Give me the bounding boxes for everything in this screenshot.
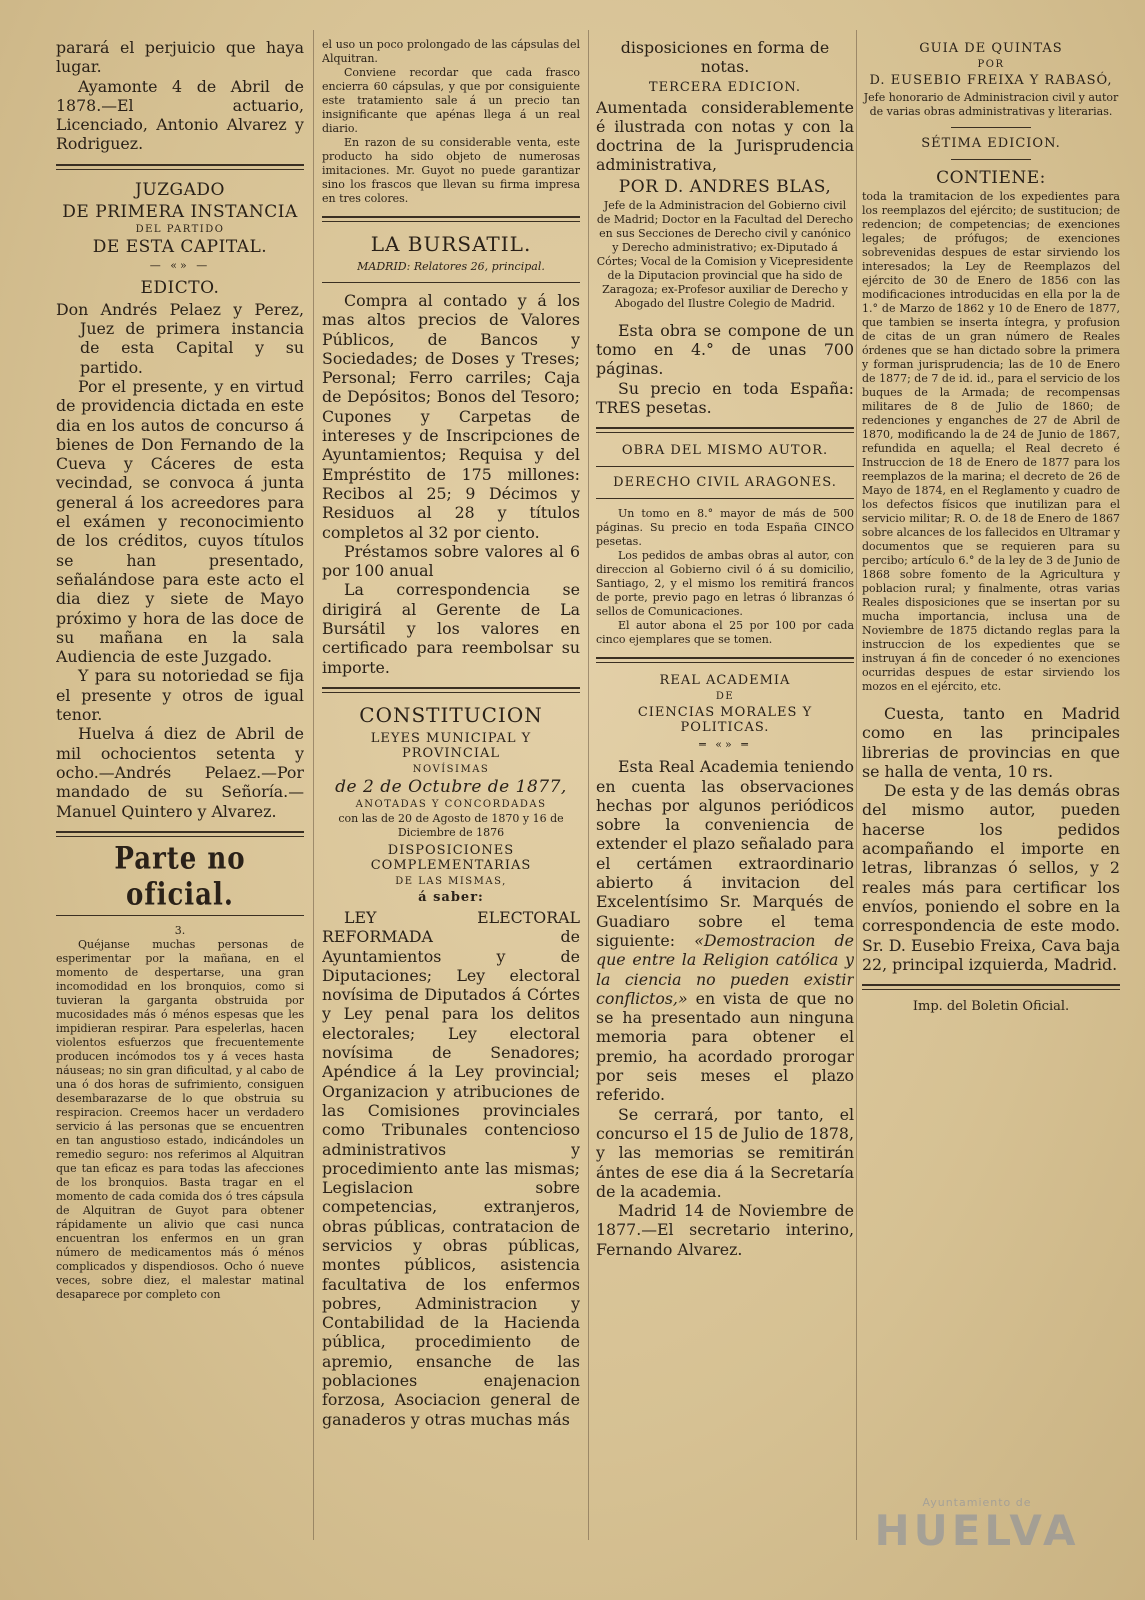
- col3-paragraph: Su precio en toda España: TRES pesetas.: [596, 378, 854, 417]
- column-1: [56, 38, 304, 1580]
- court-line3: DEL PARTIDO: [135, 223, 225, 235]
- printer-imprint: Imp. del Boletin Oficial.: [912, 999, 1070, 1015]
- guide-contains: CONTIENE:: [936, 168, 1046, 188]
- divider: [56, 915, 304, 916]
- const-body: LEY ELECTORAL REFORMADA de Ayuntamientos y de Diputaciones; Ley electoral novísima de Diputados á Córtes y Ley penal para los delitos electorales; Ley electoral novísima de Senadores; Apéndice á la Ley provincial; Organizacion y atribuciones de las Comisiones provinciales como Tribunales contencioso administrativos y procedimiento ante las mismas; Legislacion sobre competencias, extranjeros, obras públicas, contratacion de servicios y obras públicas, montes públicos, asistencia facultativa de los enfermos pobres, Administracion y Contabilidad de la Hacienda pública, procedimiento de apremio, ensanche de las poblaciones enajenacion forzosa, Asociacion general de ganaderos y otras muchas más: [322, 907, 580, 1429]
- const-subtitle: NOVÍSIMAS: [412, 763, 490, 775]
- obra-paragraph: El autor abona el 25 por 100 por cada cinco ejemplares que se tomen.: [596, 619, 854, 647]
- guide-author: D. EUSEBIO FREIXA Y RABASÓ,: [869, 73, 1113, 88]
- divider: [596, 466, 854, 467]
- edict-paragraph: Por el presente, y en virtud de providencia dictada en este dia en los autos de concurso á bienes de Don Fernando de la Cueva y Cáceres de esta vecindad, se convoca á junta general á los acreedores para el exámen y reconocimiento de los créditos, cuyos títulos se han presentado, señalándose para este acto el dia diez y siete de Mayo próximo y hora de las doce de su mañana en la sala Audiencia de este Juzgado.: [56, 376, 304, 667]
- note-number: 3.: [174, 923, 186, 937]
- guide-por: POR: [977, 59, 1005, 70]
- column-3: [596, 38, 854, 1580]
- court-line4: DE ESTA CAPITAL.: [92, 236, 268, 257]
- edict-opening: Don Andrés Pelaez y Perez, Juez de primera instancia de esta Capital y su partido.: [56, 299, 304, 377]
- const-subtitle: DISPOSICIONES COMPLEMENTARIAS: [370, 842, 532, 873]
- const-subtitle: con las de 20 de Agosto de 1870 y 16 de Diciembre de 1876: [338, 811, 564, 839]
- divider: [951, 127, 1031, 128]
- const-subtitle: DE LAS MISMAS,: [395, 875, 507, 887]
- author-bio: Jefe de la Administracion del Gobierno civil de Madrid; Doctor en la Facultad del Derecho en sus Secciones de Derecho civil y canónico y Derecho administrativo; ex-Diputado á Córtes; Vocal de la Comision y Vicepresidente de la Diputacion provincial que ha sido de Zaragoza; ex-Profesor auxiliar de Derecho y Abogado del Ilustre Colegio de Madrid.: [596, 198, 854, 310]
- col1-date-sign: Ayamonte 4 de Abril de 1878.—El actuario, Licenciado, Antonio Alvarez y Rodriguez.: [56, 76, 304, 154]
- divider: [862, 984, 1120, 990]
- obra-subtitle: DERECHO CIVIL ARAGONES.: [613, 475, 837, 491]
- ad-title: LA BURSATIL.: [370, 232, 532, 256]
- col3-paragraph: Aumentada considerablemente é ilustrada con notas y con la doctrina de la Jurisprudencia administrativa,: [596, 97, 854, 175]
- note-text: Quéjanse muchas personas de esperimentar por la mañana, en el momento de despertarse, una gran incomodidad en los bronquios, como si tuvieran la garganta obstruida por mucosidades más ó ménos espesas que les impidieran respirar. Para espelerlas, hacen violentos esfuerzos que frecuentemente producen incómodos tos y á veces hasta náuseas; no sin gran dificultad, y al cabo de una ó dos horas de sufrimiento, consiguen desembarazarse de lo que obstruia su respiracion. Creemos hacer un verdadero servicio á las personas que se encuentren en tan angustioso estado, indicándoles un remedio seguro: nos referimos al Alquitran que tan eficaz es para todas las afecciones de los bronquios. Basta tragar en el momento de cada comida dos ó tres cápsula de Alquitran de Guyot para obtener rápidamente un alivio que casi nunca encuentran los enfermos en un gran número de medicamentos más ó ménos complicados y dispendiosos. Ocho ó nueve veces, sobre diez, el malestar matinal desaparece por completo con: [56, 937, 304, 1301]
- column-divider: [856, 30, 857, 1540]
- guide-author-bio: Jefe honorario de Administracion civil y autor de varias obras administrativas y literarias.: [863, 91, 1119, 118]
- edict-paragraph: Y para su notoriedad se fija el presente y otros de igual tenor.: [56, 666, 304, 725]
- court-line2: DE PRIMERA INSTANCIA: [62, 201, 298, 222]
- col2-paragraph: En razon de su considerable venta, este producto ha sido objeto de numerosas imitaciones. Mr. Guyot no puede garantizar sino los frascos que llevan su firma impresa en tres colores.: [322, 136, 580, 205]
- guide-edition: SÉTIMA EDICION.: [921, 136, 1061, 151]
- guide-paragraph: Cuesta, tanto en Madrid como en las principales librerias de provincias en que se halla de venta, 10 rs.: [862, 704, 1120, 781]
- academy-paragraph: [596, 757, 854, 1104]
- academy-de: DE: [715, 691, 735, 703]
- const-subtitle: LEYES MUNICIPAL Y PROVINCIAL: [370, 730, 532, 761]
- watermark-line2: HUELVA: [874, 1506, 1080, 1555]
- obra-title: OBRA DEL MISMO AUTOR.: [621, 443, 829, 459]
- guide-body: toda la tramitacion de los expedientes para los reemplazos del ejército; de sustitucion; de redencion; de competencias; de exenciones legales; de prófugos; de exenciones sobrevenidas despues de estar sirviendo los interesados; la Ley de Reemplazos del ejército de 30 de Enero de 1856 con las modificaciones introducidas en ella por la de 1.° de Marzo de 1862 y 10 de Enero de 1877, que tambien se inserta íntegra, y profusion de citas de un gran número de Reales órdenes que se han dictado sobre la primera y forman jurisprudencia; las de 10 de Enero de 1877; de 7 de id. id., para el servicio de los buques de la Armada; de recompensas militares de 8 de Julio de 1860; de redenciones y enganches de 27 de Abril de 1870, modificando la de 24 de Junio de 1867, refundida en aquella; el Real decreto é Instruccion de 18 de Enero de 1877 para los reemplazos de la marina; el decreto de 26 de Mayo de 1874, en el Reglamento y cuadro de los defectos físicos que inutilizan para el servicio militar; R. O. de 18 de Enero de 1867 sobre alcances de los fallecidos en Ultramar y documentos que se requieren para su percibo; artículo 6.° de la ley de 3 de Junio de 1868 sobre fomento de la Agricultura y poblacion rural; y finalmente, otras varias Reales disposiciones que se insertan por su mucha importancia, inclusa una de Noviembre de 1875 dictando reglas para la instruccion de los expedientes que se instruyan á fin de conceder ó no exenciones ocurridas despues de estar sirviendo los mozos en el ejército, etc.: [862, 190, 1120, 693]
- guide-paragraph: De esta y de las demás obras del mismo autor, pueden hacerse los pedidos acompañando el importe en letras, libranzas ó sellos, y 2 reales más para certificar los envíos, poniendo el sobre en la correspondencia de este modo. Sr. D. Eusebio Freixa, Cava baja 22, principal izquierda, Madrid.: [862, 781, 1120, 974]
- divider: [951, 159, 1031, 160]
- divider: [596, 498, 854, 499]
- academy-text: en vista de que no se ha presentado aun ninguna memoria para obtener el premio, ha acordado prorogar por seis meses el plazo referido.: [596, 988, 854, 1105]
- col3-paragraph: Esta obra se compone de un tomo en 4.° de unas 700 páginas.: [596, 320, 854, 379]
- col1-top-text: parará el perjuicio que haya lugar.: [56, 38, 304, 77]
- academy-ornament: ═ «» ═: [699, 738, 751, 752]
- archive-watermark: [862, 1496, 1092, 1576]
- col3-top-text: disposiciones en forma de notas.: [620, 38, 830, 77]
- author-name: POR D. ANDRES BLAS,: [618, 176, 832, 197]
- column-divider: [588, 30, 589, 1540]
- divider: [322, 687, 580, 693]
- academy-theme: «Demostracion de que entre la Religion católica y la ciencia no pueden existir conflictos,»: [596, 930, 854, 1008]
- const-subtitle: ANOTADAS Y CONCORDADAS: [355, 798, 547, 810]
- ad-address: MADRID: Relatores 26, principal.: [357, 260, 545, 273]
- col2-paragraph: Conviene recordar que cada frasco encierra 60 cápsulas, y que por consiguiente este tratamiento sale á un precio tan insignificante que apénas llega á un real diario.: [322, 66, 580, 135]
- ad-paragraph: Préstamos sobre valores al 6 por 100 anual: [322, 541, 580, 581]
- const-date: de 2 de Octubre de 1877,: [335, 776, 567, 797]
- col2-top-text: el uso un poco prolongado de las cápsulas del Alquitran.: [322, 38, 580, 65]
- academy-title: REAL ACADEMIA: [659, 673, 791, 689]
- const-subtitle: á saber:: [418, 889, 484, 905]
- court-ornament: — «» —: [149, 258, 211, 272]
- academy-subtitle: CIENCIAS MORALES Y POLITICAS.: [637, 705, 813, 736]
- divider: [56, 831, 304, 837]
- ad-paragraph: La correspondencia se dirigirá al Gerente de La Bursátil y los valores en certificado para reembolsar su importe.: [322, 580, 580, 677]
- divider: [322, 282, 580, 283]
- edict-title: EDICTO.: [140, 277, 220, 298]
- guide-title: GUIA DE QUINTAS: [919, 41, 1063, 56]
- column-4: [862, 38, 1120, 1580]
- divider: [596, 427, 854, 433]
- edition-label: TERCERA EDICION.: [648, 79, 802, 95]
- edict-paragraph: Huelva á diez de Abril de mil ochocientos setenta y ocho.—Andrés Pelaez.—Por mandado de su Señoría.—Manuel Quintero y Alvarez.: [56, 724, 304, 821]
- academy-text: Esta Real Academia teniendo en cuenta las observaciones hechas por algunos periódicos sobre la conveniencia de extender el plazo señalado para el certámen extraordinario abierto á invitacion del Excelentísimo Sr. Marqués de Guadiaro sobre el tema siguiente:: [596, 757, 854, 950]
- obra-paragraph: Los pedidos de ambas obras al autor, con direccion al Gobierno civil ó á su domicilio, Santiago, 2, y el mismo los remitirá francos de porte, previo pago en letras ó libranzas ó sellos de Comunicaciones.: [596, 549, 854, 619]
- academy-signature: Madrid 14 de Noviembre de 1877.—El secretario interino, Fernando Alvarez.: [596, 1201, 854, 1259]
- divider: [322, 216, 580, 222]
- const-title: CONSTITUCION: [359, 702, 543, 727]
- watermark-line1: Ayuntamiento de: [922, 1496, 1032, 1509]
- academy-paragraph: Se cerrará, por tanto, el concurso el 15 de Julio de 1878, y las memorias se remitirán ántes de ese dia á la Secretaría de la academia.: [596, 1104, 854, 1201]
- ad-paragraph: Compra al contado y á los mas altos precios de Valores Públicos, de Bancos y Sociedades; de Doses y Treses; Personal; Ferro carriles; Caja de Depósitos; Bonos del Tesoro; Cupones y Carpetas de intereses y de Inscripciones de Ayuntamientos; Requisa y del Empréstito de 175 millones: Recibos al 25; 9 Décimos y Residuos al 28 y títulos completos al 32 por ciento.: [322, 291, 580, 542]
- section-title: Parte no oficial.: [114, 840, 246, 913]
- column-2: [322, 38, 580, 1580]
- obra-paragraph: Un tomo en 8.° mayor de más de 500 páginas. Su precio en toda España CINCO pesetas.: [596, 507, 854, 549]
- divider: [596, 657, 854, 663]
- court-title: JUZGADO: [135, 179, 225, 200]
- divider: [56, 164, 304, 170]
- column-divider: [313, 30, 314, 1540]
